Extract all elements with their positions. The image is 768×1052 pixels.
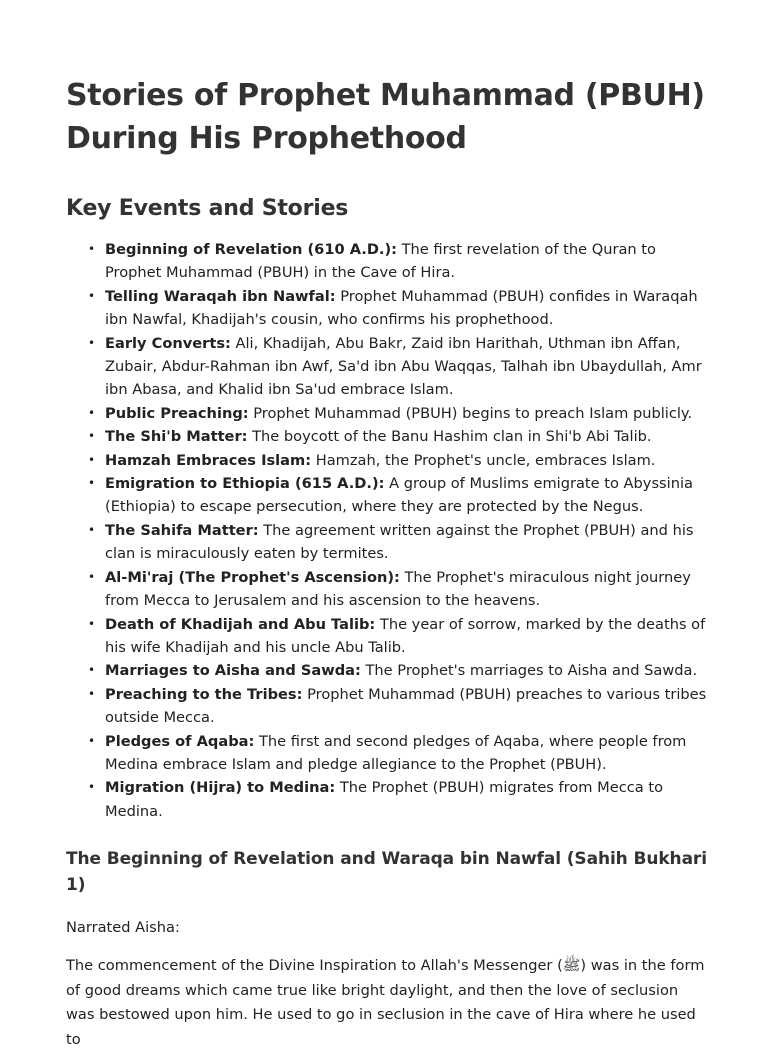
body-paragraph: The commencement of the Divine Inspiration to Allah's Messenger (ﷺ) was in the form of good dreams which came true like bright daylight, and then the love of seclusion was bestowed upon him. He used to go in seclusion in the cave of Hira where he used to bbox=[66, 957, 705, 1048]
bullet-icon: • bbox=[88, 452, 96, 467]
event-label: Beginning of Revelation (610 A.D.): bbox=[105, 241, 397, 258]
event-label: Early Converts: bbox=[105, 334, 231, 352]
event-text: The Prophet's miraculous night journey from Mecca to Jerusalem and his ascension to the heavens. bbox=[105, 568, 691, 610]
event-label: Emigration to Ethiopia (615 A.D.): bbox=[105, 475, 385, 493]
page-title: Stories of Prophet Muhammad (PBUH) During His Prophethood bbox=[66, 78, 705, 156]
event-label: Migration (Hijra) to Medina: bbox=[105, 779, 336, 797]
section-heading: Key Events and Stories bbox=[66, 196, 349, 221]
list-item bbox=[88, 776, 708, 823]
subsection-heading: The Beginning of Revelation and Waraqa bin Nawfal (Sahih Bukhari 1) bbox=[66, 849, 707, 896]
event-label: Telling Waraqah ibn Nawfal: bbox=[105, 287, 336, 305]
event-label: The Shi'b Matter: bbox=[105, 428, 248, 446]
bullet-icon: • bbox=[88, 733, 96, 748]
bullet-icon: • bbox=[88, 335, 96, 350]
list-item bbox=[88, 566, 708, 613]
event-label: Preaching to the Tribes: bbox=[105, 685, 303, 703]
bullet-icon: • bbox=[88, 429, 96, 444]
event-text: The boycott of the Banu Hashim clan in Shi'b Abi Talib. bbox=[247, 428, 652, 446]
events-list bbox=[66, 238, 708, 823]
event-label: Death of Khadijah and Abu Talib: bbox=[105, 615, 376, 633]
bullet-icon: • bbox=[88, 663, 96, 678]
list-item bbox=[88, 472, 708, 519]
event-label: Al-Mi'raj (The Prophet's Ascension): bbox=[105, 568, 400, 586]
event-label: Hamzah Embraces Islam: bbox=[105, 451, 312, 469]
bullet-icon: • bbox=[88, 476, 96, 491]
event-text: The Prophet's marriages to Aisha and Sawda. bbox=[360, 662, 698, 680]
list-item bbox=[88, 425, 708, 448]
narrator-line: Narrated Aisha: bbox=[66, 919, 180, 937]
event-label: Public Preaching: bbox=[105, 404, 249, 422]
event-label: Marriages to Aisha and Sawda: bbox=[105, 662, 361, 680]
event-text: The first and second pledges of Aqaba, where people from Medina embrace Islam and pledge allegiance to the Prophet (PBUH). bbox=[105, 732, 687, 773]
event-text: Hamzah, the Prophet's uncle, embraces Islam. bbox=[311, 451, 656, 469]
bullet-icon: • bbox=[88, 780, 96, 795]
event-text: The agreement written against the Prophet (PBUH) and his clan is miraculously eaten by termites. bbox=[105, 521, 694, 563]
list-item bbox=[88, 238, 708, 285]
event-text: The Prophet (PBUH) migrates from Mecca to Medina. bbox=[105, 779, 663, 820]
list-item bbox=[88, 659, 708, 682]
event-label: Pledges of Aqaba: bbox=[105, 732, 255, 750]
bullet-icon: • bbox=[88, 288, 96, 303]
event-text: A group of Muslims emigrate to Abyssinia (Ethiopia) to escape persecution, where they are protected by the Negus. bbox=[105, 475, 693, 516]
list-item bbox=[88, 449, 708, 472]
list-item bbox=[88, 613, 708, 660]
event-text: Ali, Khadijah, Abu Bakr, Zaid ibn Harithah, Uthman ibn Affan, Zubair, Abdur-Rahman ibn Awf, Sa'd ibn Abu Waqqas, Talhah ibn Ubaydullah, Amr ibn Abasa, and Khalid ibn Sa'ud embrace Islam. bbox=[105, 334, 702, 399]
event-text: The year of sorrow, marked by the deaths of his wife Khadijah and his uncle Abu Talib. bbox=[105, 615, 706, 656]
list-item bbox=[88, 730, 708, 777]
list-item bbox=[88, 683, 708, 730]
event-text: Prophet Muhammad (PBUH) begins to preach Islam publicly. bbox=[248, 404, 693, 422]
event-text: Prophet Muhammad (PBUH) confides in Waraqah ibn Nawfal, Khadijah's cousin, who confirms his prophethood. bbox=[105, 287, 698, 329]
list-item bbox=[88, 519, 708, 566]
bullet-icon: • bbox=[88, 522, 96, 537]
bullet-icon: • bbox=[88, 616, 96, 631]
bullet-icon: • bbox=[88, 405, 96, 420]
list-item bbox=[88, 402, 708, 425]
event-label: The Sahifa Matter: bbox=[105, 521, 259, 539]
list-item bbox=[88, 285, 708, 332]
event-text: The first revelation of the Quran to Prophet Muhammad (PBUH) in the Cave of Hira. bbox=[105, 241, 656, 282]
list-item bbox=[88, 332, 708, 402]
bullet-icon: • bbox=[88, 569, 96, 584]
bullet-icon: • bbox=[88, 242, 96, 256]
bullet-icon: • bbox=[88, 686, 96, 701]
event-text: Prophet Muhammad (PBUH) preaches to various tribes outside Mecca. bbox=[105, 685, 707, 727]
